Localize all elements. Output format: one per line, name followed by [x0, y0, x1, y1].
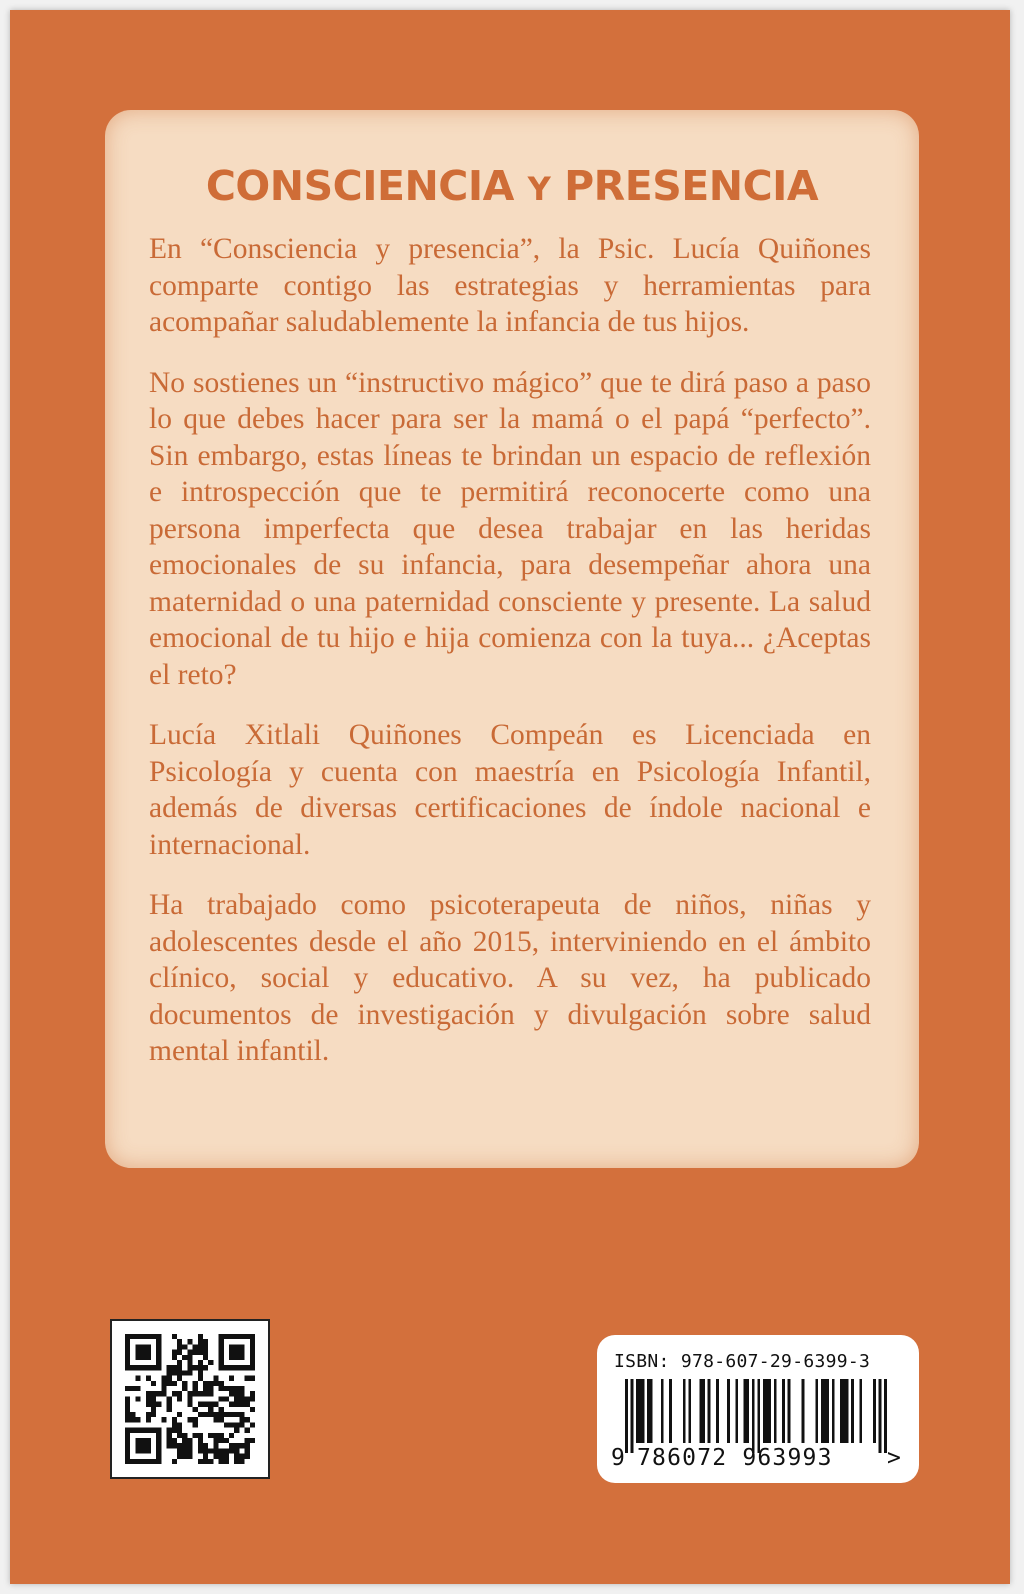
- synopsis-panel: [105, 110, 919, 1168]
- barcode-icon: [625, 1379, 887, 1453]
- paragraph-author-work: Ha trabajado como psicoterapeuta de niños, niñas y adolescentes desde el año 2015, interviniendo en el ámbito clínico, social y educativo. A su vez, ha publicado documentos de investigación y divulgación sobre salud mental infantil.: [149, 889, 871, 1067]
- ean-first-digit: 9: [611, 1445, 625, 1471]
- qr-code: [110, 1319, 270, 1479]
- synopsis-text: [149, 231, 871, 1094]
- book-back-cover: [10, 10, 1010, 1584]
- isbn-label: ISBN: 978-607-29-6399-3: [614, 1351, 871, 1372]
- title-word-3: PRESENCIA: [564, 162, 819, 210]
- isbn-barcode: [597, 1335, 919, 1483]
- title-word-1: CONSCIENCIA: [205, 162, 514, 210]
- paragraph-description: No sostienes un “instructivo mágico” que te dirá paso a paso lo que debes hacer para ser la mamá o el papá “perfecto”. Sin embargo, estas líneas te brindan un espacio de reflexión e introspección que te permitirá reconocerte como una persona imperfecta que desea trabajar en las heridas emocionales de su infancia, para desempeñar ahora una maternidad o una paternidad consciente y presente. La salud emocional de tu hijo e hija comienza con la tuya... ¿Aceptas el reto?: [149, 366, 871, 691]
- book-title: [105, 162, 919, 210]
- title-word-2: Y: [527, 170, 551, 208]
- paragraph-intro: En “Consciencia y presencia”, la Psic. Lucía Quiñones comparte contigo las estrategias y herramientas para acompañar saludablemente la infancia de tus hijos.: [149, 233, 871, 338]
- ean-digits: 786072 963993: [637, 1445, 833, 1471]
- ean-quiet-zone-marker: >: [887, 1445, 901, 1471]
- paragraph-author-bio: Lucía Xitlali Quiñones Compeán es Licenciada en Psicología y cuenta con maestría en Psicología Infantil, además de diversas certificaciones de índole nacional e internacional.: [149, 719, 871, 861]
- qr-code-icon: [125, 1334, 255, 1464]
